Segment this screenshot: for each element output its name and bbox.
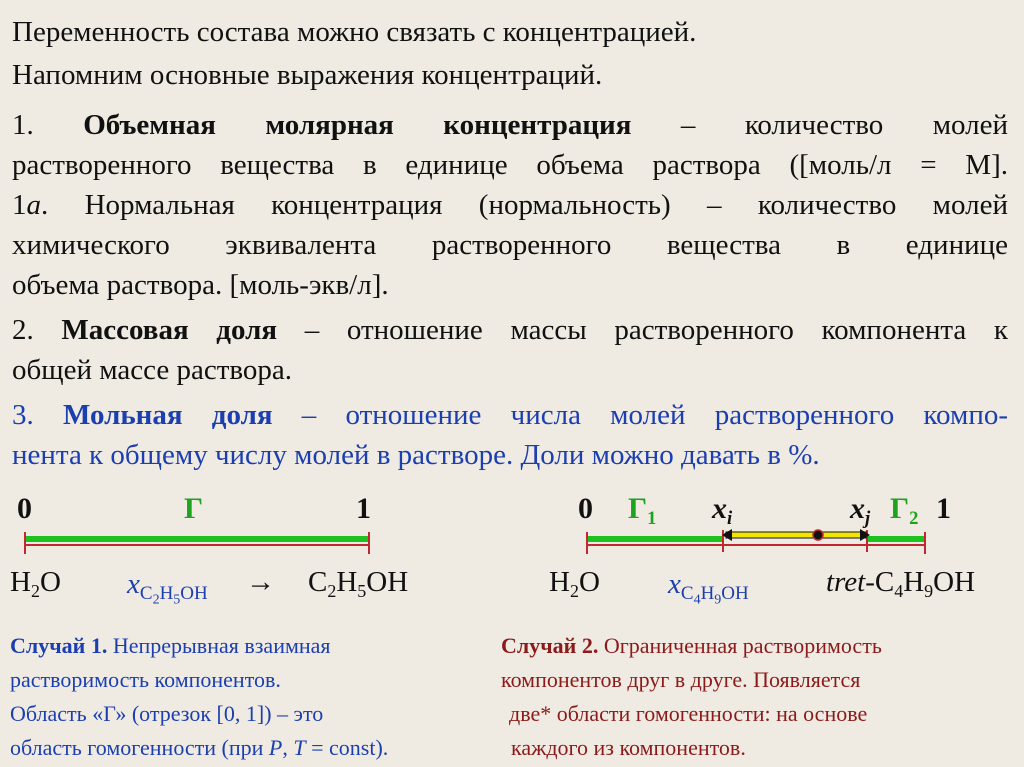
d1-label-g: Г <box>184 492 204 525</box>
d2-tick-right <box>924 532 926 554</box>
d1-red-line <box>24 544 370 546</box>
item-1-number: 1. <box>12 109 34 141</box>
d2-arrowhead-left <box>722 529 732 541</box>
item-1-term: Объемная молярная концентрация <box>83 109 632 141</box>
d2-right-formula: tret-$C_4H_9OH$ <box>826 566 976 601</box>
item-3-number: 3. <box>12 399 34 431</box>
case-1-line-2: растворимость компонентов. <box>10 667 281 692</box>
d2-composition-dot <box>813 530 823 540</box>
item-1a-definition: . Нормальная концентрация (нормальность) – количество молей <box>41 189 1008 221</box>
d1-green-bar <box>24 536 370 542</box>
d2-label-xj: $x_j$ <box>850 492 871 529</box>
item-1a-line-3: объема раствора. [моль-экв/л]. <box>12 269 389 301</box>
case-2-title: Случай 2. <box>501 633 599 658</box>
case-2-line-4: каждого из компонентов. <box>511 735 746 760</box>
item-3-line-1 <box>12 397 1008 433</box>
d2-label-zero: 0 <box>578 492 593 525</box>
item-2-term: Массовая доля <box>61 314 278 346</box>
d2-tick-left <box>586 532 588 554</box>
case-2-line-2: компонентов друг в друге. Появляется <box>501 667 861 692</box>
item-1-definition: – количество молей <box>680 109 1009 141</box>
intro-line-1: Переменность состава можно связать с концентрацией. <box>12 16 697 48</box>
item-3-definition: – отношение числа молей растворенного компо- <box>301 399 1009 431</box>
d1-arrow: → <box>246 566 275 598</box>
d2-arrowhead-right <box>860 529 870 541</box>
case-2-line-1: Случай 2. Ограниченная растворимость <box>501 633 882 658</box>
d2-label-xi: $x_i$ <box>712 492 733 529</box>
item-2-line-2: общей массе раствора. <box>12 354 293 386</box>
item-1a-line-1 <box>12 187 1008 223</box>
item-1a-letter: а <box>26 189 41 221</box>
d1-left-formula: $H_2O$ <box>10 566 61 601</box>
d1-label-zero: 0 <box>17 492 32 525</box>
d2-green-bar-left <box>586 536 724 542</box>
d2-left-formula: $H_2O$ <box>549 566 600 601</box>
case-1-line-4: область гомогенности (при P, T = const). <box>10 735 389 760</box>
case-2-line-3: две* области гомогенности: на основе <box>509 701 868 726</box>
d2-label-one: 1 <box>936 492 951 525</box>
d2-green-bar-right <box>868 536 926 542</box>
item-2-line-1 <box>12 312 1008 348</box>
intro-line-2: Напомним основные выражения концентраций. <box>12 59 603 91</box>
d2-label-g2: $Г_2$ <box>890 492 919 529</box>
case-1-line-3: Область «Г» (отрезок [0, 1]) – это <box>10 701 324 726</box>
item-2-definition: – отношение массы растворенного компонента к <box>304 314 1008 346</box>
item-1a-line-2: химического эквивалента растворенного вещества в единице <box>12 229 1008 261</box>
d2-label-g1: $Г_1$ <box>628 492 657 529</box>
d1-tick-right <box>368 532 370 554</box>
d1-tick-left <box>24 532 26 554</box>
d1-right-formula: $C_2H_5OH$ <box>308 566 409 601</box>
item-3-line-2: нента к общему числу молей в растворе. Доли можно давать в %. <box>12 439 820 471</box>
item-1-line-1 <box>12 107 1008 143</box>
item-2-number: 2. <box>12 314 34 346</box>
item-3-term: Мольная доля <box>62 399 273 431</box>
d1-mole-fraction: $x_{C_2H_5OH}$ <box>127 568 208 608</box>
d2-mole-fraction: $x_{C_4H_9OH}$ <box>668 568 749 608</box>
item-1a-number: 1 <box>12 189 27 221</box>
case-1-line-1: Случай 1. Непрерывная взаимная <box>10 633 331 658</box>
item-1-line-2: растворенного вещества в единице объема раствора ([моль/л = М]. <box>12 149 1008 181</box>
d1-label-one: 1 <box>356 492 371 525</box>
case-1-title: Случай 1. <box>10 633 108 658</box>
d2-miscibility-gap-segment <box>720 524 872 548</box>
